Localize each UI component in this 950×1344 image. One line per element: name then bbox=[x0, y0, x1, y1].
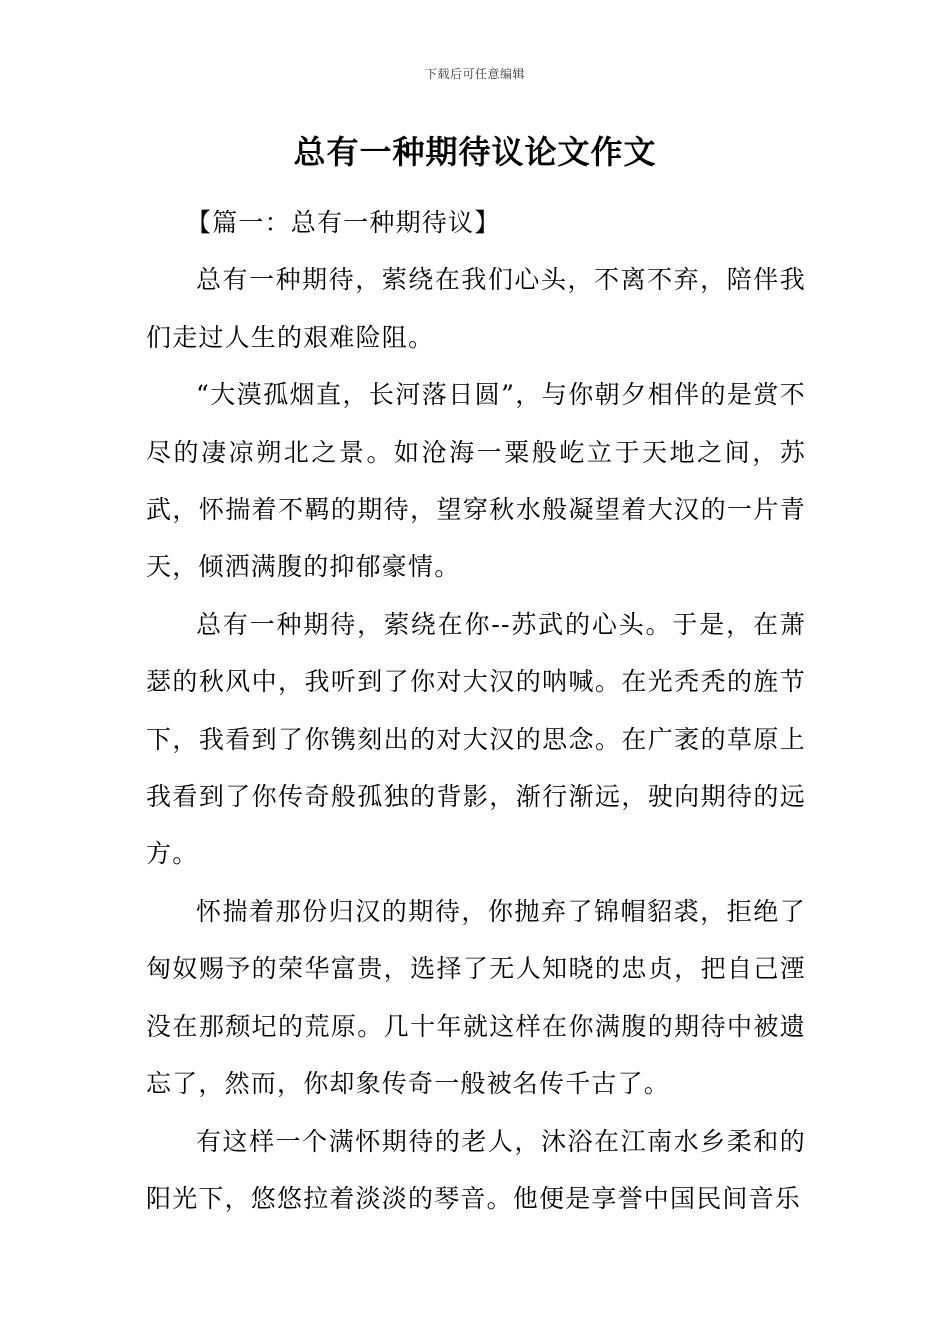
paragraph-3: 总有一种期待，萦绕在你--苏武的心头。于是，在萧瑟的秋风中，我听到了你对大汉的呐喊。在光秃秃的旌节下，我看到了你镌刻出的对大汉的思念。在广袤的草原上我看到了你传奇般孤独的背影，渐行渐远，驶向期待的远方。 bbox=[146, 609, 806, 869]
paragraph-4: 怀揣着那份归汉的期待，你抛弃了锦帽貂裘，拒绝了匈奴赐予的荣华富贵，选择了无人知晓的忠贞，把自己湮没在那颓圮的荒原。几十年就这样在你满腹的期待中被遗忘了，然而，你却象传奇一般被名传千古了。 bbox=[146, 896, 806, 1099]
paragraph-2: “大漠孤烟直，长河落日圆”，与你朝夕相伴的是赏不尽的凄凉朔北之景。如沧海一粟般屹立于天地之间，苏武，怀揣着不羁的期待，望穿秋水般凝望着大汉的一片青天，倾洒满腹的抑郁豪情。 bbox=[146, 380, 806, 582]
paragraph-1: 总有一种期待，萦绕在我们心头，不离不弃，陪伴我们走过人生的艰难险阻。 bbox=[146, 265, 806, 352]
document-title: 总有一种期待议论文作文 bbox=[293, 133, 657, 171]
paragraph-5: 有这样一个满怀期待的老人，沐浴在江南水乡柔和的阳光下，悠悠拉着淡淡的琴音。他便是享誉中国民间音乐 bbox=[146, 1126, 806, 1213]
section-heading: 【篇一：总有一种期待议】 bbox=[186, 208, 501, 237]
document-body bbox=[146, 194, 806, 1227]
header-note: 下载后可任意编辑 bbox=[424, 67, 525, 81]
